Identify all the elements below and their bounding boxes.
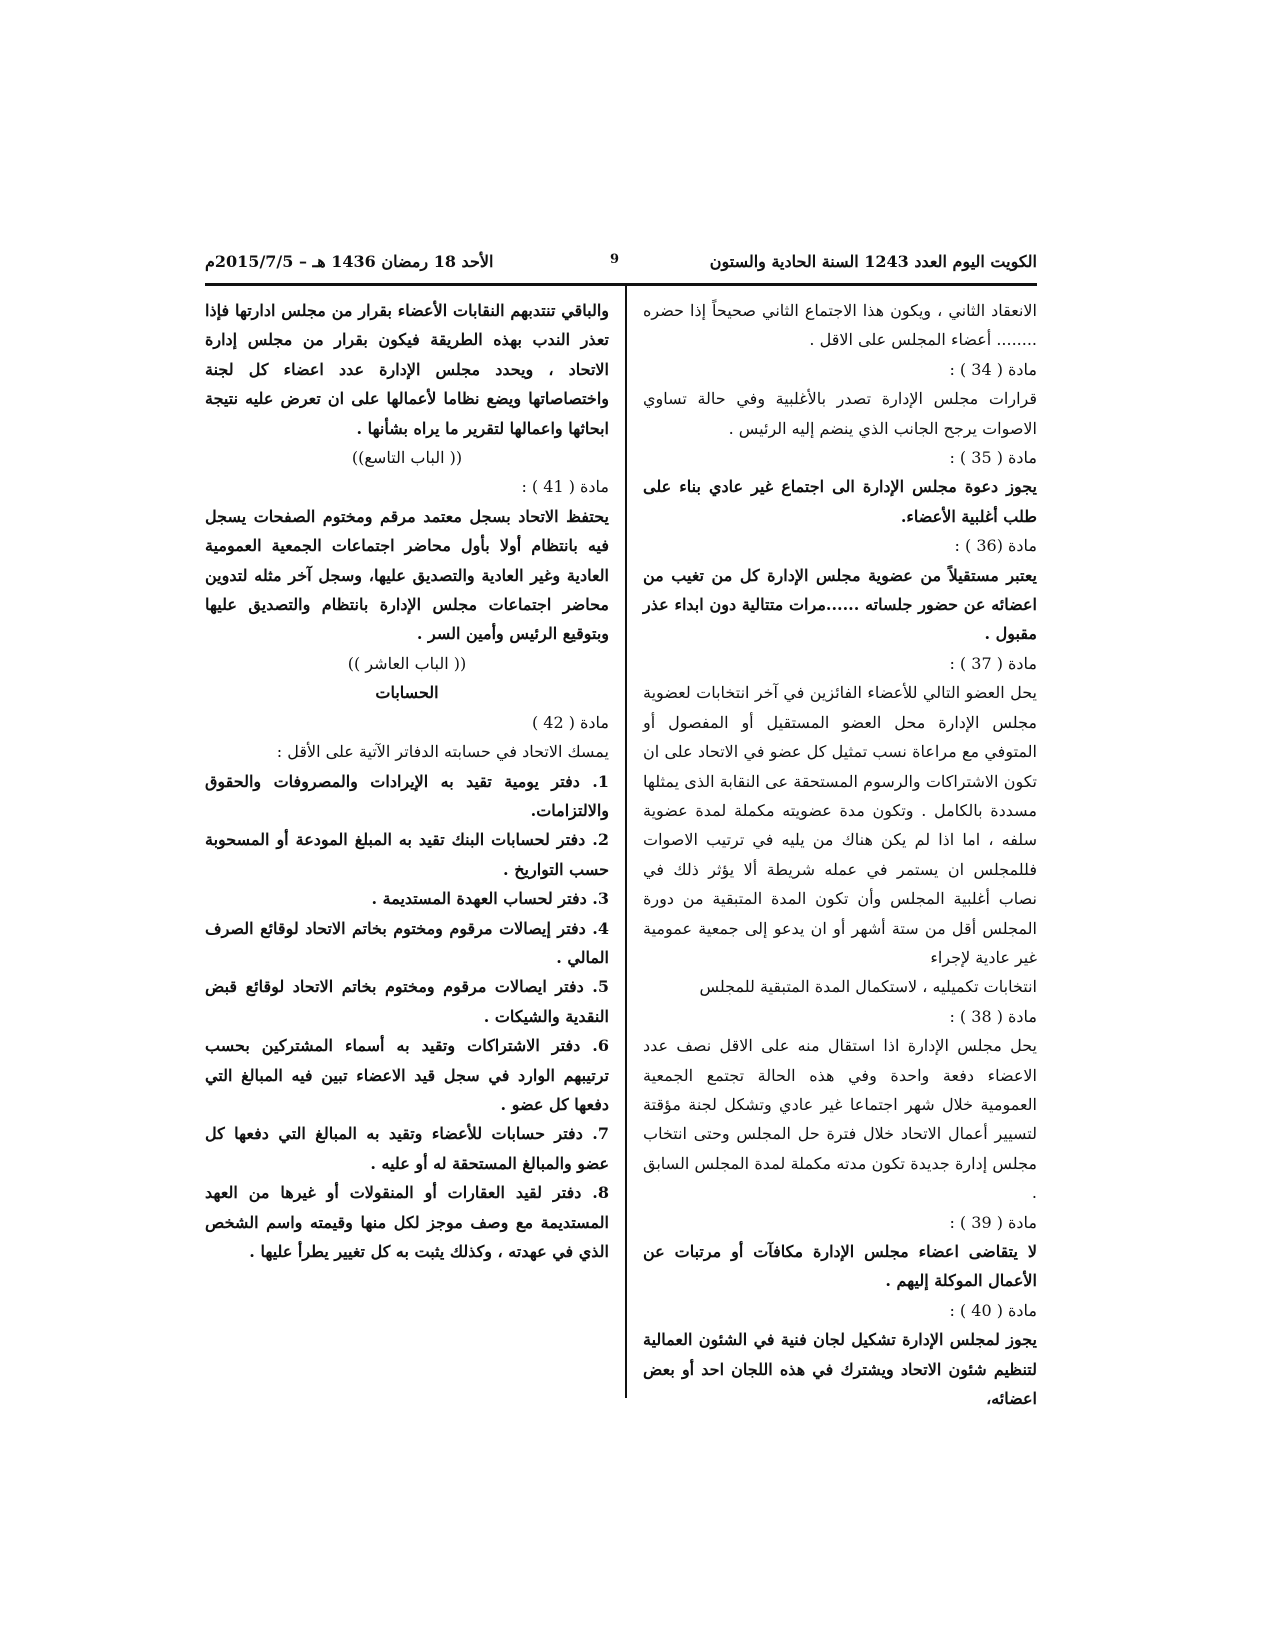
page-number: 9 — [610, 252, 620, 267]
chapter-heading-10: (( الباب العاشر )) — [347, 653, 467, 673]
article-heading-38: مادة ( 38 ) : — [949, 1006, 1037, 1026]
list-item: 7. دفتر حسابات للأعضاء وتقيد به المبالغ التي دفعها كل عضو والمبالغ المستحقة له أو عليه . — [205, 1124, 609, 1173]
paragraph: يحل العضو التالي للأعضاء الفائزين في آخر انتخابات لعضوية مجلس الإدارة محل العضو المستقيل أو المفصول أو المتوفي مع مراعاة نسب تمثيل كل عضو في الاتحاد على ان تكون الاشتراكات والرسوم المستحقة عى النقابة الذى يمثلها مسددة بالكامل . وتكون مدة عضويته مكملة لمدة عضوية سلفه ، اما اذا لم يكن هناك من يليه في ترتيب الاصوات فللمجلس ان يستمر في عمله شريطة ألا يؤثر ذلك في نصاب أغلبية المجلس وأن تكون المدة المتبقية من دورة المجلس أقل من ستة أشهر أو ان يدعو إلى جمعية عمومية غير عادية لإجراء — [643, 683, 1038, 967]
section-title-accounts: الحسابات — [375, 683, 439, 703]
article-heading-37: مادة ( 37 ) : — [949, 653, 1037, 673]
article-heading-40: مادة ( 40 ) : — [949, 1300, 1037, 1320]
article-heading-35: مادة ( 35 ) : — [949, 448, 1037, 468]
paragraph: يمسك الاتحاد في حسابته الدفاتر الآتية على الأقل : — [276, 742, 609, 762]
header-publication: الكويت اليوم العدد 1243 السنة الحادية والستون — [709, 252, 1037, 271]
paragraph: والباقي تنتدبهم النقابات الأعضاء بقرار من مجلس ادارتها فإذا تعذر الندب بهذه الطريقة فيكون بقرار من مجلس إدارة الاتحاد ، ويحدد مجلس الإدارة عدد اعضاء كل لجنة واختصاصاتها ويضع نظاما لأعمالها على ان تعرض عليه نتيجة ابحاثها واعمالها لتقرير ما يراه بشأنها . — [205, 301, 609, 438]
paragraph: يجوز دعوة مجلس الإدارة الى اجتماع غير عادي بناء على طلب أغلبية الأعضاء. — [643, 477, 1037, 526]
paragraph: يعتبر مستقيلاً من عضوية مجلس الإدارة كل من تغيب من اعضائه عن حضور جلساته ......مرات متتالية دون ابداء عذر مقبول . — [643, 565, 1037, 644]
list-item: 1. دفتر يومية تقيد به الإيرادات والمصروفات والحقوق والالتزامات. — [205, 771, 609, 820]
list-item: 6. دفتر الاشتراكات وتقيد به أسماء المشتركين بحسب ترتيبهم الوارد في سجل قيد الاعضاء تبين فيه المبالغ التي دفعها كل عضو . — [205, 1036, 609, 1114]
paragraph: انتخابات تكميليه ، لاستكمال المدة المتبقية للمجلس — [699, 977, 1037, 997]
paragraph: لا يتقاضى اعضاء مجلس الإدارة مكافآت أو مرتبات عن الأعمال الموكلة إليهم . — [643, 1242, 1037, 1291]
paragraph: يجوز لمجلس الإدارة تشكيل لجان فنية في الشئون العمالية لتنظيم شئون الاتحاد ويشترك في هذه اللجان احد أو بعض اعضائه، — [643, 1330, 1037, 1409]
paragraph: الانعقاد الثاني ، ويكون هذا الاجتماع الثاني صحيحاً إذا حضره ........ أعضاء المجلس على الاقل . — [643, 301, 1037, 350]
paragraph: يحل مجلس الإدارة اذا استقال منه على الاقل نصف عدد الاعضاء دفعة واحدة وفي هذه الحالة تجتمع الجمعية العمومية خلال شهر اجتماعا غير عادي وتشكل لجنة مؤقتة لتسيير أعمال الاتحاد خلال فترة حل المجلس وحتى انتخاب مجلس إدارة جديدة تكون مدته مكملة لمدة المجلس السابق . — [643, 1036, 1037, 1203]
list-item: 4. دفتر إيصالات مرقوم ومختوم بخاتم الاتحاد لوقائع الصرف المالي . — [205, 918, 609, 967]
paragraph: يحتفظ الاتحاد بسجل معتمد مرقم ومختوم الصفحات يسجل فيه بانتظام أولا بأول محاضر اجتماعات الجمعية العمومية العادية وغير العادية والتصديق عليها، وسجل آخر مثله لتدوين محاضر اجتماعات مجلس الإدارة بانتظام والتصديق عليها وبتوقيع الرئيس وأمين السر . — [205, 506, 609, 644]
list-item: 3. دفتر لحساب العهدة المستديمة . — [371, 889, 609, 909]
article-heading-34: مادة ( 34 ) : — [949, 359, 1037, 379]
header-rule — [205, 283, 1037, 286]
left-column — [205, 296, 609, 1266]
list-item: 8. دفتر لقيد العقارات أو المنقولات أو غيرها من العهد المستديمة مع وصف موجز لكل منها وقيمته واسم الشخص الذي في عهدته ، وكذلك يثبت به كل تغيير يطرأ عليها . — [205, 1183, 609, 1261]
article-heading-42: مادة ( 42 ) — [531, 712, 609, 732]
right-column — [643, 296, 1037, 1413]
column-divider — [625, 286, 627, 1398]
article-heading-39: مادة ( 39 ) : — [949, 1212, 1037, 1232]
page-header — [205, 252, 1037, 276]
chapter-heading-9: (( الباب التاسع)) — [351, 448, 463, 468]
header-date: الأحد 18 رمضان 1436 هـ – 2015/7/5م — [205, 252, 494, 271]
paragraph: قرارات مجلس الإدارة تصدر بالأغلبية وفي حالة تساوي الاصوات يرجح الجانب الذي ينضم إليه الرئيس . — [643, 389, 1037, 438]
article-heading-36: مادة (36 ) : — [954, 536, 1037, 556]
list-item: 5. دفتر ايصالات مرقوم ومختوم بخاتم الاتحاد لوقائع قبض النقدية والشيكات . — [205, 977, 609, 1026]
article-heading-41: مادة ( 41 ) : — [521, 477, 609, 497]
list-item: 2. دفتر لحسابات البنك تقيد به المبلغ المودعة أو المسحوبة حسب التواريخ . — [205, 830, 609, 879]
